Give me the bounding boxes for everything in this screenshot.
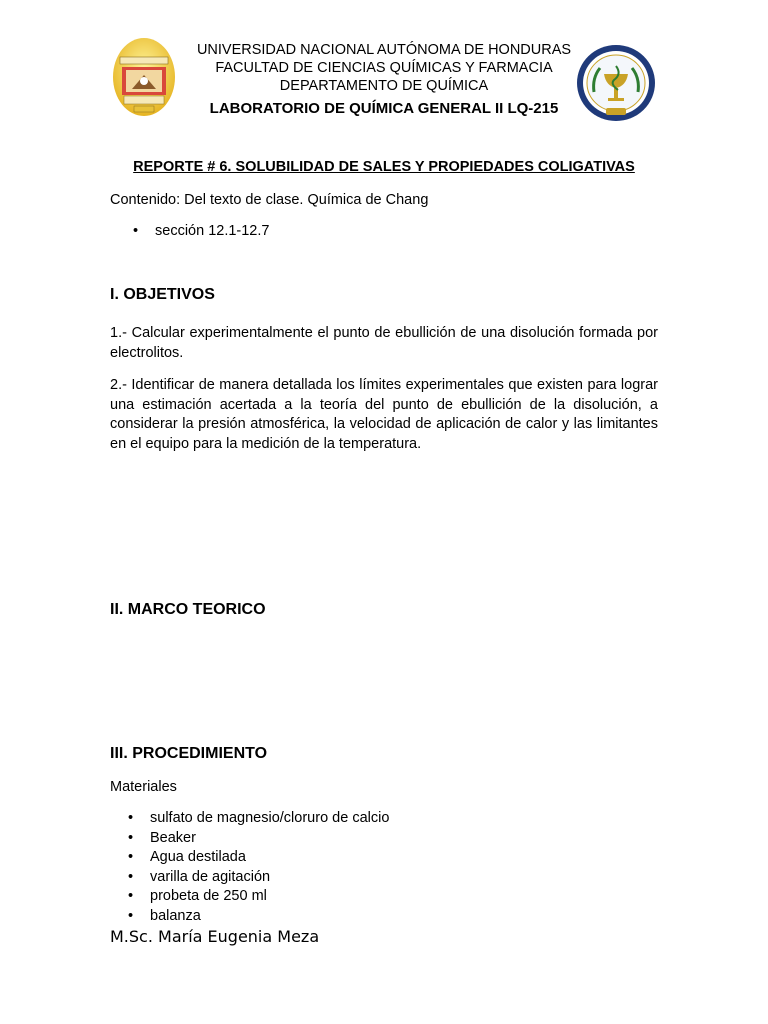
faculty-emblem-logo [576,44,656,122]
objective-2: 2.- Identificar de manera detallada los límites experimentales que existen para lograr una estimación acertada a la teoría del punto de ebullición de la disolución, a considerar la presión atmosférica, la velocidad de aplicación de calor y las limitantes en el equipo para la medición de la temperatura. [110,377,658,452]
list-item: • Beaker [128,829,648,849]
objectives-heading: I. OBJETIVOS [110,286,215,303]
materials-list [128,809,648,926]
bullet-icon: • [128,829,134,846]
report-title: REPORTE # 6. SOLUBILIDAD DE SALES Y PROPIEDADES COLIGATIVAS [133,159,635,175]
list-item: • sulfato de magnesio/cloruro de calcio [128,809,648,829]
objective-1: 1.- Calcular experimentalmente el punto de ebullición de una disolución formada por electrolitos. [110,325,658,361]
list-item: • sección 12.1-12.7 [133,222,653,242]
department-name: DEPARTAMENTO DE QUÍMICA [279,78,489,94]
list-item: • balanza [128,907,648,927]
bullet-icon: • [133,223,139,239]
bullet-icon: • [128,810,134,826]
author-signature: M.Sc. María Eugenia Meza [110,927,320,946]
list-item: • probeta de 250 ml [128,887,648,907]
university-name: UNIVERSIDAD NACIONAL AUTÓNOMA DE HONDURAS [196,42,572,58]
bullet-icon: • [128,849,134,865]
list-item: • varilla de agitación [128,868,648,888]
content-line: Contenido: Del texto de clase. Química de Chang [110,192,429,208]
university-seal-logo [112,37,176,117]
bullet-icon: • [128,888,134,904]
bullet-icon: • [128,907,134,924]
faculty-name: FACULTAD DE CIENCIAS QUÍMICAS Y FARMACIA [215,60,553,76]
bullet-icon: • [128,868,134,885]
lab-title: LABORATORIO DE QUÍMICA GENERAL II LQ-215 [209,100,559,117]
theory-heading: II. MARCO TEORICO [110,601,266,618]
procedure-heading: III. PROCEDIMIENTO [110,745,268,762]
content-list [133,222,653,242]
list-item: • Agua destilada [128,848,648,868]
materials-label: Materiales [110,779,177,795]
